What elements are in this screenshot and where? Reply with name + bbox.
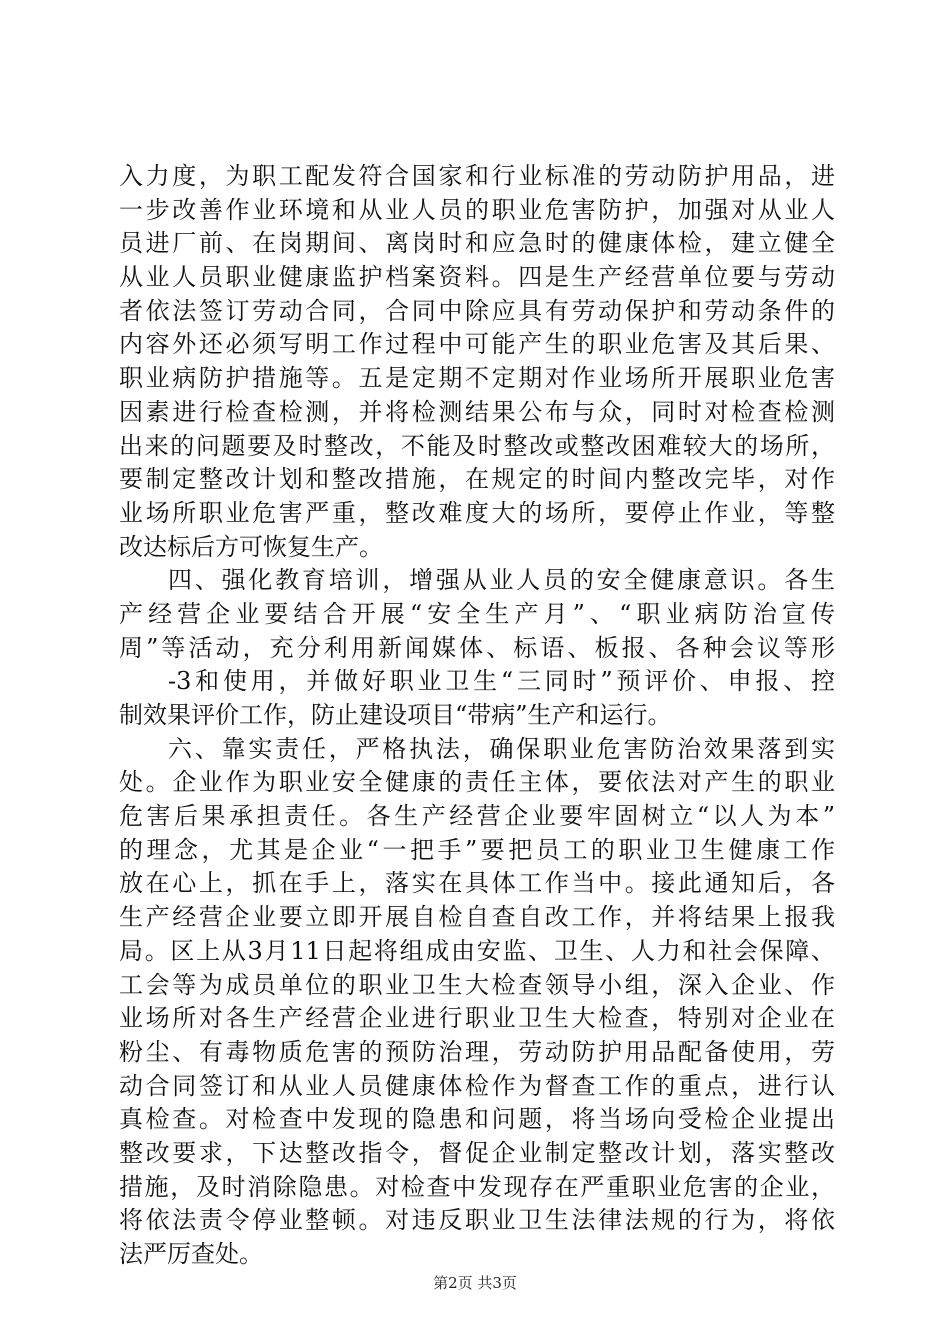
text-line: 职业病防护措施等。五是定期不定期对作业场所开展职业危害 — [119, 364, 835, 393]
paragraph-end-line: 法严厉查处。 — [119, 1240, 263, 1268]
text-line: 将依法责令停业整顿。对违反职业卫生法律法规的行为，将依 — [119, 1206, 835, 1235]
text-line: 要制定整改计划和整改措施，在规定的时间内整改完毕，对作 — [119, 465, 835, 494]
text-line: 放在心上，抓在手上，落实在具体工作当中。接此通知后，各 — [119, 869, 835, 898]
page-number-footer: 第2页 共3页 — [433, 1274, 517, 1292]
text-line: 员进厂前、在岗期间、离岗时和应急时的健康体检，建立健全 — [119, 229, 835, 258]
text-line: 业场所职业危害严重，整改难度大的场所，要停止作业，等整 — [119, 498, 835, 527]
text-line: 一步改善作业环境和从业人员的职业危害防护，加强对从业人 — [119, 195, 835, 224]
section-heading-line: 四、强化教育培训，增强从业人员的安全健康意识。各生 — [168, 566, 835, 595]
text-line: 处。企业作为职业安全健康的责任主体，要依法对产生的职业 — [119, 768, 835, 797]
text-line: 产经营企业要结合开展“安全生产月”、“职业病防治宣传 — [119, 599, 835, 628]
text-line: 内容外还必须写明工作过程中可能产生的职业危害及其后果、 — [119, 330, 835, 359]
text-line: 从业人员职业健康监护档案资料。四是生产经营单位要与劳动 — [119, 263, 835, 292]
text-line: 的理念，尤其是企业“一把手”要把员工的职业卫生健康工作 — [119, 835, 835, 864]
text-line: 入力度，为职工配发符合国家和行业标准的劳动防护用品，进 — [119, 162, 835, 190]
text-line: 周”等活动，充分利用新闻媒体、标语、板报、各种会议等形 — [119, 633, 835, 662]
paragraph-end-line: 制效果评价工作，防止建设项目“带病”生产和运行。 — [119, 701, 672, 729]
text-line: 工会等为成员单位的职业卫生大检查领导小组，深入企业、作 — [119, 970, 835, 999]
text-line: 出来的问题要及时整改，不能及时整改或整改困难较大的场所， — [119, 431, 835, 460]
text-line: 生产经营企业要立即开展自检自查自改工作，并将结果上报我 — [119, 903, 835, 932]
text-line: 局。区上从3月11日起将组成由安监、卫生、人力和社会保障、 — [119, 936, 835, 965]
text-line: 危害后果承担责任。各生产经营企业要牢固树立“以人为本” — [119, 802, 835, 831]
paragraph-end-line: 改达标后方可恢复生产。 — [119, 532, 383, 561]
text-line: -3和使用，并做好职业卫生“三同时”预评价、申报、控 — [168, 667, 835, 696]
text-line: 动合同签订和从业人员健康体检作为督查工作的重点，进行认 — [119, 1071, 835, 1100]
text-line: 措施，及时消除隐患。对检查中发现存在严重职业危害的企业， — [119, 1172, 835, 1201]
section-heading-line: 六、靠实责任，严格执法，确保职业危害防治效果落到实 — [168, 734, 835, 763]
text-line: 因素进行检查检测，并将检测结果公布与众，同时对检查检测 — [119, 397, 835, 426]
text-line: 者依法签订劳动合同，合同中除应具有劳动保护和劳动条件的 — [119, 296, 835, 325]
text-line: 业场所对各生产经营企业进行职业卫生大检查，特别对企业在 — [119, 1004, 835, 1033]
document-body — [119, 160, 835, 1272]
text-line: 真检查。对检查中发现的隐患和问题，将当场向受检企业提出 — [119, 1105, 835, 1134]
text-line: 整改要求，下达整改指令，督促企业制定整改计划，落实整改 — [119, 1138, 835, 1167]
text-line: 粉尘、有毒物质危害的预防治理，劳动防护用品配备使用，劳 — [119, 1037, 835, 1066]
